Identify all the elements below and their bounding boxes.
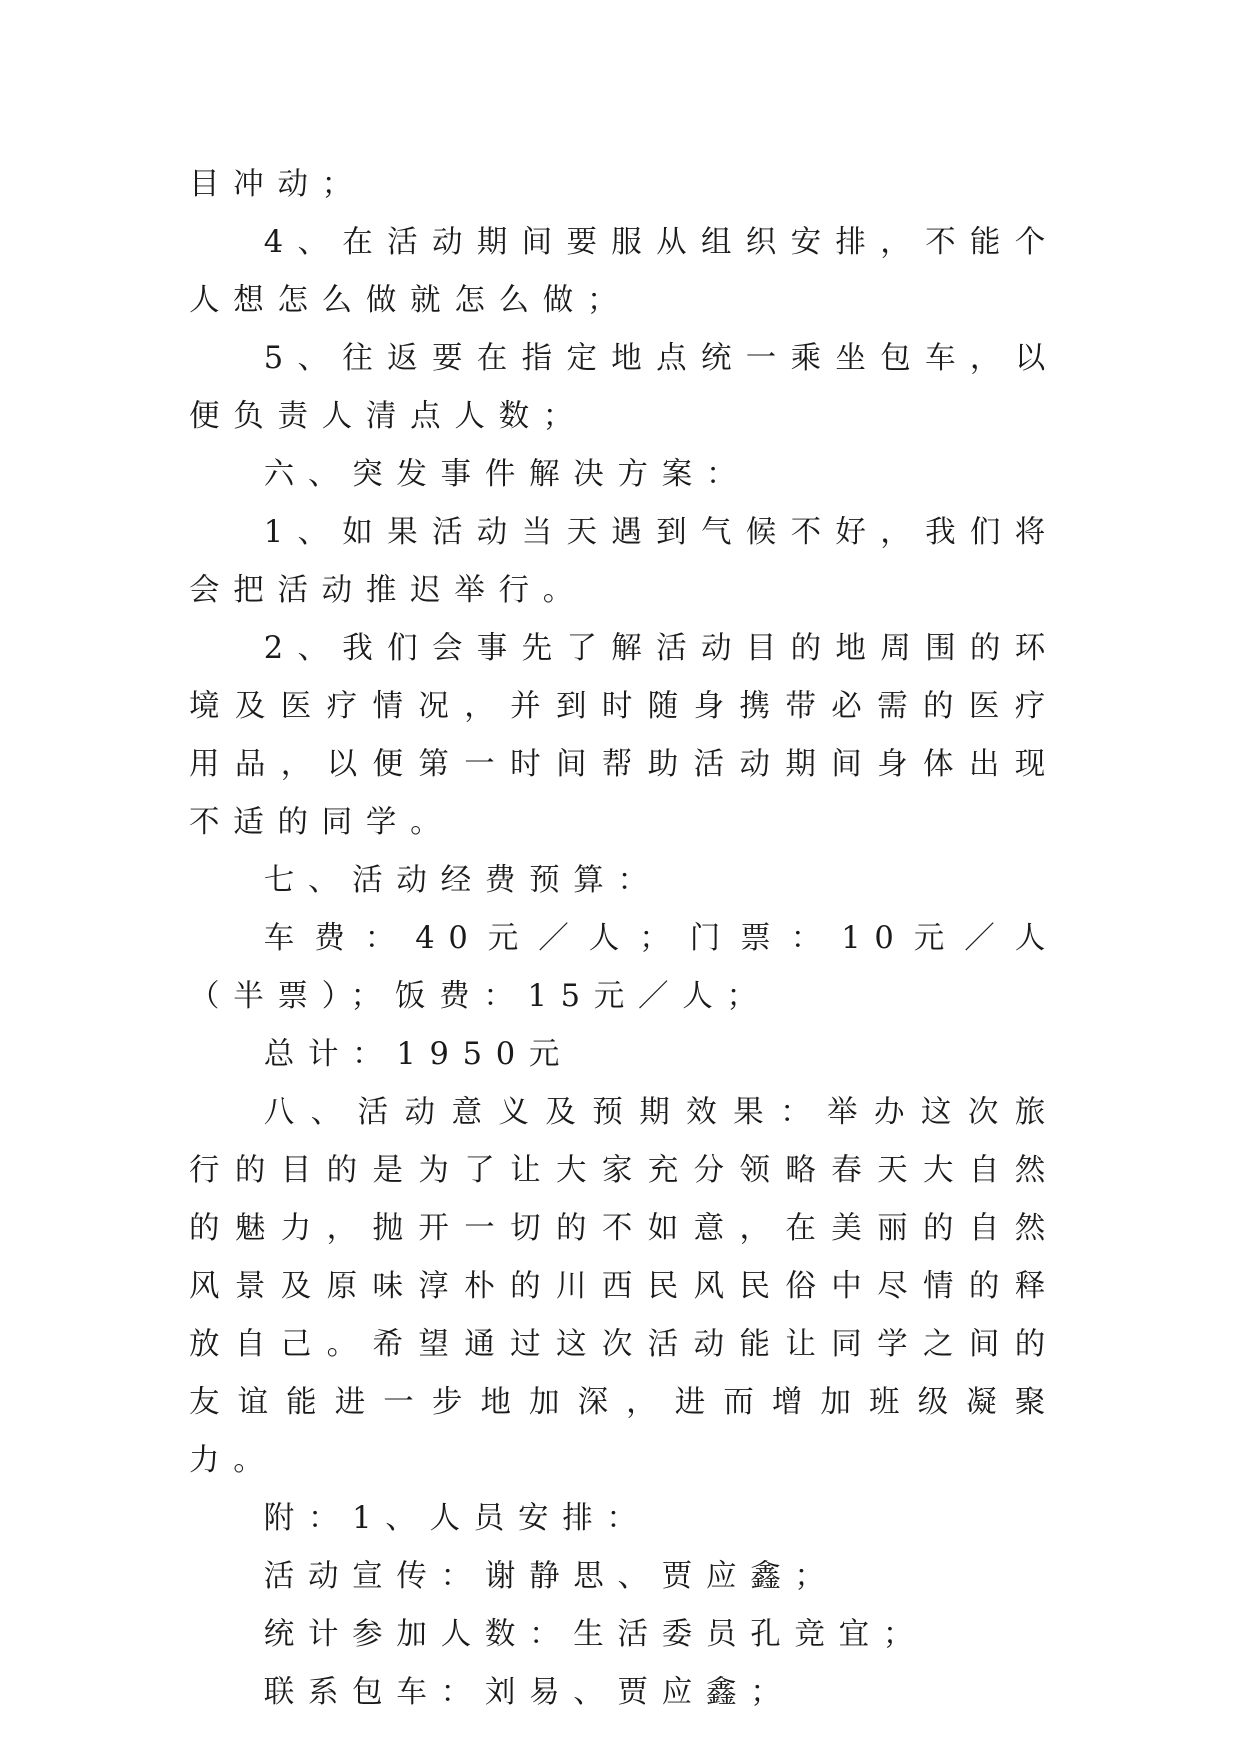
appendix-heading: 附：1、人员安排： [263,1501,651,1536]
appendix-bus-contact: 联系包车：刘易、贾应鑫； [263,1675,795,1710]
paragraph-rule-4: 4、在活动期间要服从组织安排，不能个人想怎么做就怎么做； [189,225,1059,318]
section-heading-emergency: 六、突发事件解决方案： [263,457,751,492]
appendix-headcount: 统计参加人数：生活委员孔竞宜； [263,1617,928,1652]
paragraph-budget-total: 总计：1950元 [263,1037,574,1072]
paragraph-budget-items: 车费：40元／人；门票：10元／人（半票）；饭费：15元／人； [189,921,1059,1014]
paragraph-significance: 八、活动意义及预期效果：举办这次旅行的目的是为了让大家充分领略春天大自然的魅力，抛开一切的不如意，在美丽的自然风景及原味淳朴的川西民风民俗中尽情的释放自己。希望通过这次活动能让同学之间的友谊能进一步地加深，进而增加班级凝聚力。 [189,1095,1059,1478]
section-heading-budget: 七、活动经费预算： [263,863,662,898]
paragraph-continuation: 目冲动； [189,167,366,202]
paragraph-rule-5: 5、往返要在指定地点统一乘坐包车，以便负责人清点人数； [189,341,1059,434]
appendix-promotion: 活动宣传：谢静思、贾应鑫； [263,1559,839,1594]
paragraph-emergency-2: 2、我们会事先了解活动目的地周围的环境及医疗情况，并到时随身携带必需的医疗用品，以便第一时间帮助活动期间身体出现不适的同学。 [189,631,1059,840]
paragraph-emergency-1: 1、如果活动当天遇到气候不好，我们将会把活动推迟举行。 [189,515,1059,608]
document-body [189,156,1059,1722]
